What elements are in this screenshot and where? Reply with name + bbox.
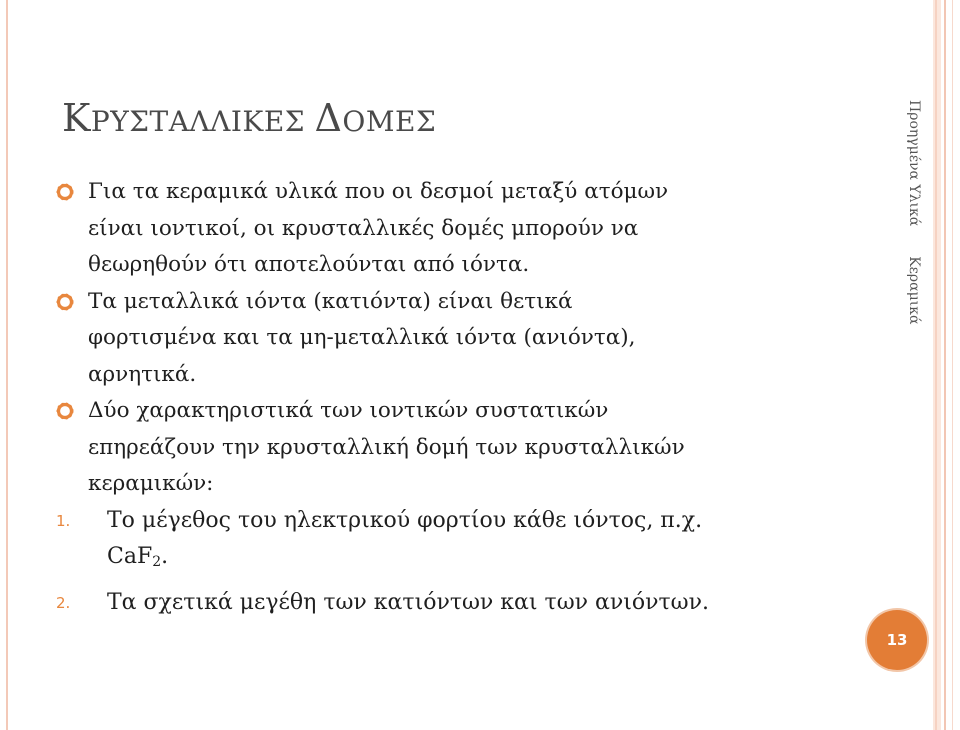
right-band-line <box>935 0 937 730</box>
title-part: Δ <box>314 96 343 140</box>
bullet-line: Δύο χαρακτηριστικά των ιοντικών συστατικών <box>88 398 609 423</box>
formula-tail: . <box>161 544 169 569</box>
bullet-item <box>56 174 826 284</box>
bullet-line: είναι ιοντικοί, οι κρυσταλλικές δομές μπορούν να <box>88 215 639 241</box>
bullet-line: θεωρηθούν ότι αποτελούνται από ιόντα. <box>88 252 530 277</box>
bullet-line: φορτισμένα και τα μη-μεταλλικά ιόντα (ανιόντα), <box>88 325 636 350</box>
formula-subscript: 2 <box>152 554 162 570</box>
bullet-line: κεραμικών: <box>88 471 214 496</box>
item-number: 1. <box>56 511 71 530</box>
formula <box>107 539 826 581</box>
page-number: 13 <box>886 631 908 649</box>
numbered-item <box>56 503 826 581</box>
numbered-line: Το μέγεθος του ηλεκτρικού φορτίου κάθε ιόντος, π.χ. <box>107 507 703 533</box>
bullet-line: αρνητικά. <box>88 361 197 387</box>
title-part: Κ <box>62 96 91 140</box>
slide-content <box>56 174 826 621</box>
numbered-line: Τα σχετικά μεγέθη των κατιόντων και των ανιόντων. <box>107 589 709 615</box>
right-band-line <box>952 0 953 730</box>
ring-bullet-icon <box>56 293 74 311</box>
bullet-item <box>56 284 826 394</box>
page-number-badge <box>867 610 927 670</box>
bullet-line: Για τα κεραμικά υλικά που οι δεσμοί μεταξύ ατόμων <box>88 179 669 204</box>
title-part: ΡΥΣΤΑΛΛΙΚΕΣ <box>90 105 315 138</box>
sidebar-topic: Κεραμικά <box>906 256 922 325</box>
numbered-item <box>56 585 826 622</box>
sidebar-course: Προηγμένα Υλικά <box>906 100 922 227</box>
ring-bullet-icon <box>56 183 74 201</box>
bullet-line: Τα μεταλλικά ιόντα (κατιόντα) είναι θετικά <box>88 288 573 314</box>
formula-main: CaF <box>107 544 153 569</box>
ring-bullet-icon <box>56 402 74 420</box>
item-number: 2. <box>56 593 71 612</box>
bullet-line: επηρεάζουν την κρυσταλλική δομή των κρυσταλλικών <box>88 434 685 460</box>
left-border-decoration <box>6 0 8 730</box>
title-part: ΟΜΕΣ <box>342 105 437 138</box>
slide-title <box>62 96 436 140</box>
bullet-item <box>56 393 826 503</box>
sidebar-footer <box>906 100 922 324</box>
right-band-line <box>944 0 946 730</box>
